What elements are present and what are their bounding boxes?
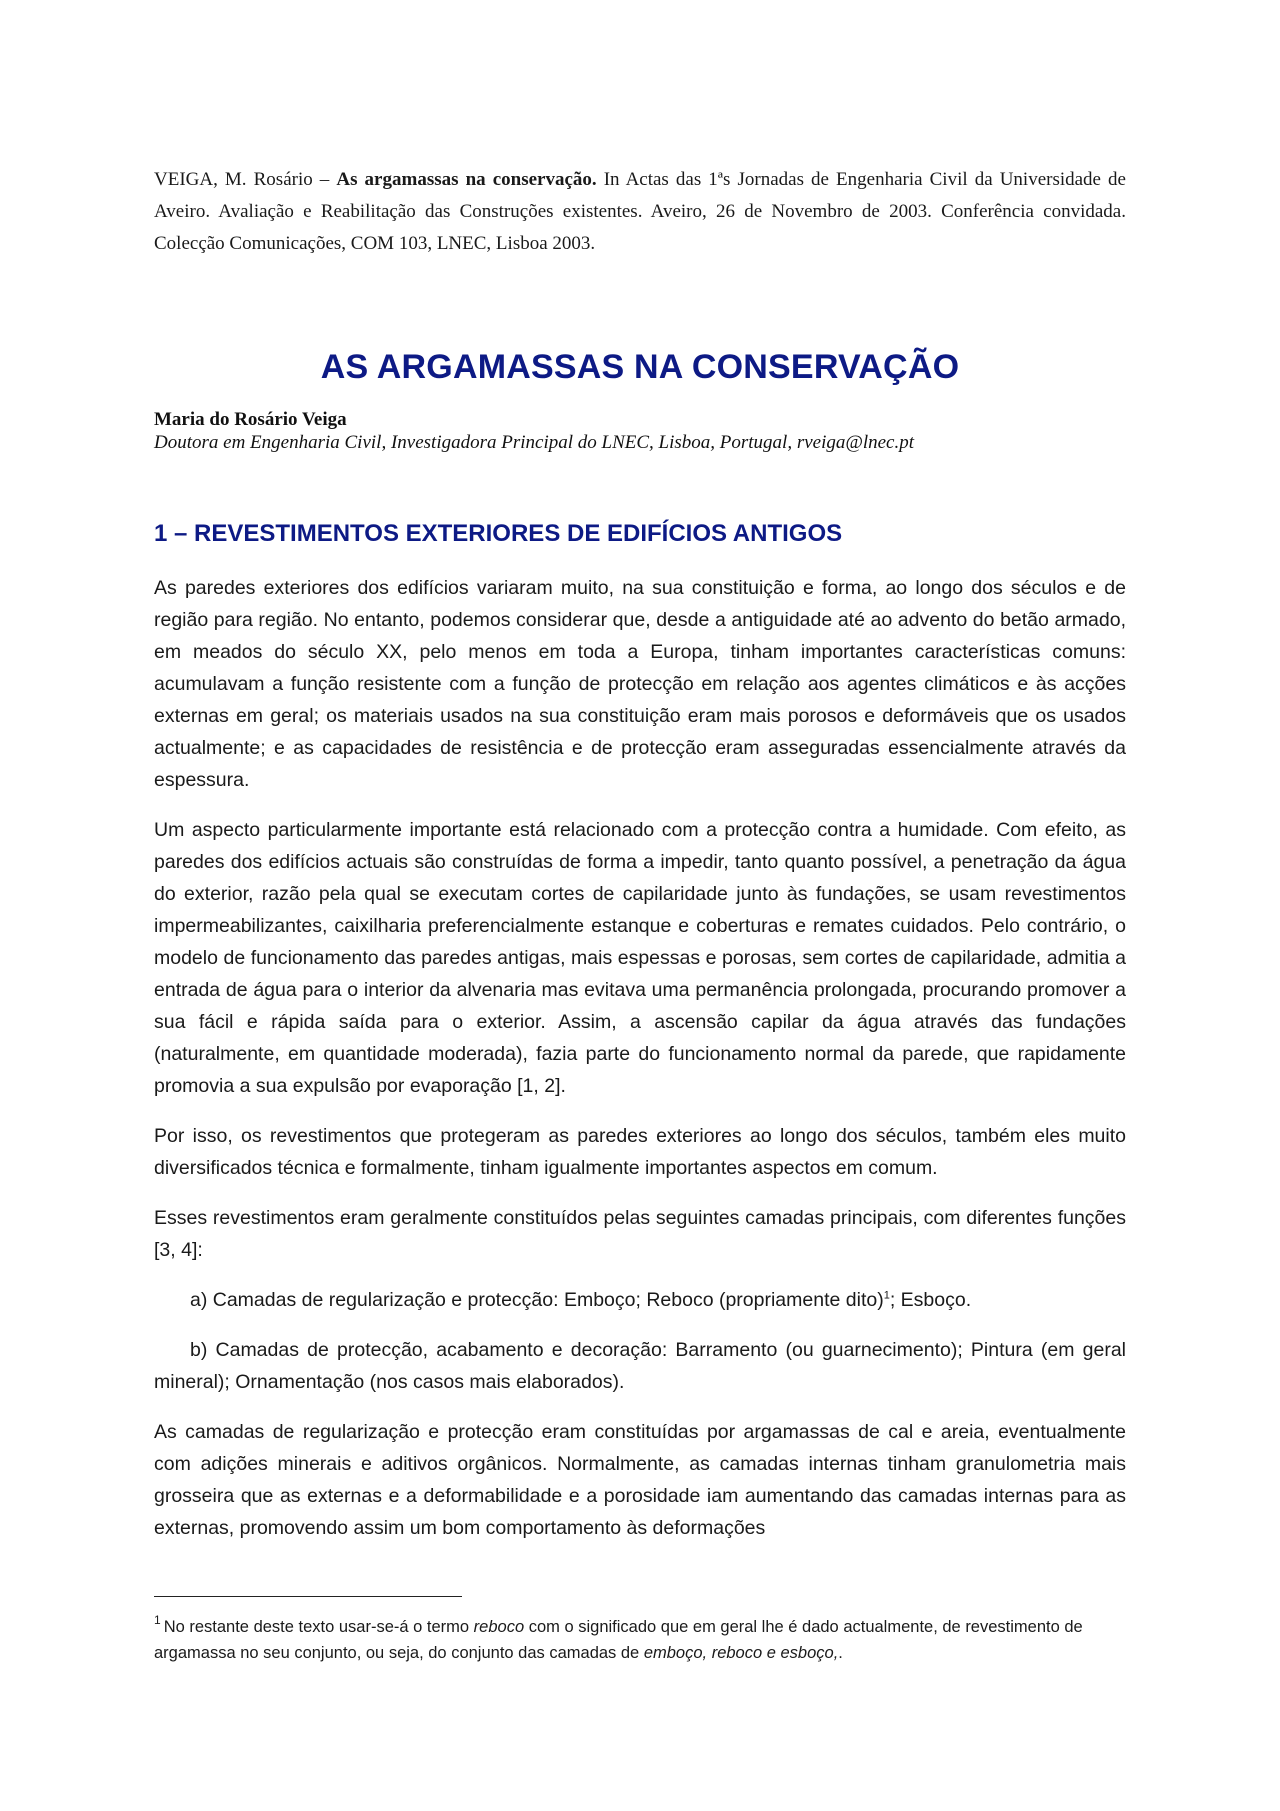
footnote-divider	[154, 1596, 462, 1597]
footnote-reference[interactable]: 1	[883, 1289, 890, 1302]
list-item-a	[154, 1284, 1126, 1316]
footnote-term: reboco	[473, 1618, 525, 1636]
list-item-a-text: a) Camadas de regularização e protecção: Emboço; Reboco (propriamente dito)	[190, 1289, 884, 1311]
citation-title: As argamassas na conservação.	[336, 169, 597, 190]
footnote-text-start: No restante deste texto usar-se-á o termo	[163, 1618, 474, 1636]
footnote-text-middle: com o significado que em geral lhe é dado actualmente, de revestimento de argamassa no seu conjunto, ou seja, do conjunto das camadas de	[154, 1618, 1083, 1662]
author-name: Maria do Rosário Veiga	[154, 409, 347, 430]
citation-details: In Actas das 1ªs Jornadas de Engenharia Civil da Universidade de Aveiro. Avaliação e Reabilitação das Construções existentes. Aveiro, 26 de Novembro de 2003. Conferência convidada. Colecção Comunicações, COM 103, LNEC, Lisboa 2003.	[154, 169, 1126, 254]
section-heading: 1 – REVESTIMENTOS EXTERIORES DE EDIFÍCIOS ANTIGOS	[154, 520, 843, 547]
footnote-text-end: .	[838, 1644, 843, 1662]
paragraph-3: Por isso, os revestimentos que protegeram as paredes exteriores ao longo dos séculos, também eles muito diversificados técnica e formalmente, tinham igualmente importantes aspectos em comum.	[154, 1125, 1126, 1179]
author-affiliation: Doutora em Engenharia Civil, Investigadora Principal do LNEC, Lisboa, Portugal, rveiga@lnec.pt	[154, 432, 915, 453]
paragraph-4: Esses revestimentos eram geralmente constituídos pelas seguintes camadas principais, com diferentes funções [3, 4]:	[154, 1207, 1126, 1261]
section-body	[154, 572, 1126, 1544]
footnote-mark: 1	[154, 1613, 161, 1627]
citation-authors: VEIGA, M. Rosário –	[154, 169, 337, 190]
paragraph-5: As camadas de regularização e protecção eram constituídas por argamassas de cal e areia, eventualmente com adições minerais e aditivos orgânicos. Normalmente, as camadas internas tinham granulometria mais grosseira que as externas e a deformabilidade e a porosidade iam aumentando das camadas internas para as externas, promovendo assim um bom comportamento às deformações	[154, 1421, 1126, 1539]
citation-reference	[154, 164, 1126, 260]
paper-title: AS ARGAMASSAS NA CONSERVAÇÃO	[320, 348, 960, 386]
paragraph-2: Um aspecto particularmente importante está relacionado com a protecção contra a humidade. Com efeito, as paredes dos edifícios actuais são construídas de forma a impedir, tanto quanto possível, a penetração da água do exterior, razão pela qual se executam cortes de capilaridade junto às fundações, se usam revestimentos impermeabilizantes, caixilharia preferencialmente estanque e coberturas e remates cuidados. Pelo contrário, o modelo de funcionamento das paredes antigas, mais espessas e porosas, sem cortes de capilaridade, admitia a entrada de água para o interior da alvenaria mas evitava uma permanência prolongada, procurando promover a sua fácil e rápida saída para o exterior. Assim, a ascensão capilar da água através das fundações (naturalmente, em quantidade moderada), fazia parte do funcionamento normal da parede, que rapidamente promovia a sua expulsão por evaporação [1, 2].	[154, 819, 1126, 1097]
list-item-a-end: ; Esboço.	[889, 1289, 972, 1311]
footnote	[154, 1614, 1126, 1666]
footnote-terms: emboço, reboco e esboço,	[643, 1644, 839, 1662]
paragraph-1: As paredes exteriores dos edifícios variaram muito, na sua constituição e forma, ao longo dos séculos e de região para região. No entanto, podemos considerar que, desde a antiguidade até ao advento do betão armado, em meados do século XX, pelo menos em toda a Europa, tinham importantes características comuns: acumulavam a função resistente com a função de protecção em relação aos agentes climáticos e às acções externas em geral; os materiais usados na sua constituição eram mais porosos e deformáveis que os usados actualmente; e as capacidades de resistência e de protecção eram asseguradas essencialmente através da espessura.	[154, 577, 1126, 791]
list-item-b: b) Camadas de protecção, acabamento e decoração: Barramento (ou guarnecimento); Pintura (em geral mineral); Ornamentação (nos casos mais elaborados).	[154, 1339, 1126, 1393]
